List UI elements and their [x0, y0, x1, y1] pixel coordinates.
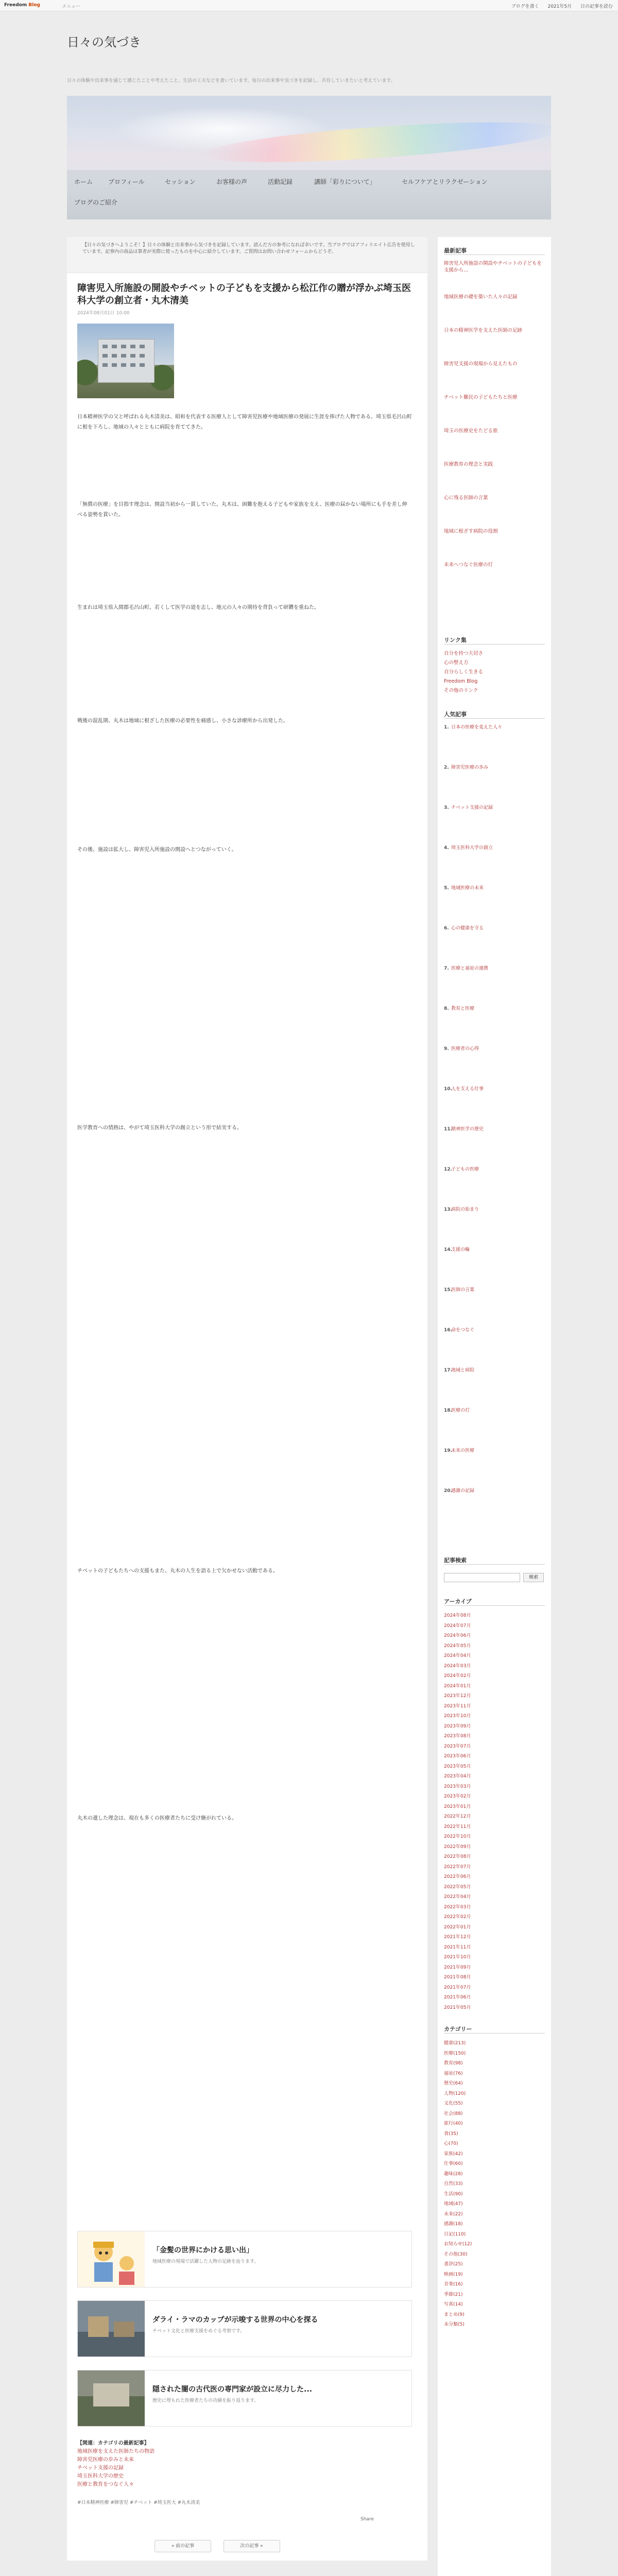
- archive-item[interactable]: 2023年04月: [444, 1774, 471, 1779]
- nav-home[interactable]: ホーム: [74, 178, 93, 185]
- category-heading: カテゴリー: [444, 2026, 472, 2032]
- post-paragraph: 日本精神医学の父と呼ばれる丸木清美は、昭和を代表する医療人として障害児医療や地域医療の発展に生涯を捧げた人物である。埼玉県毛呂山町に根を下ろし、地域の人々とともに病院を育ててきた。: [77, 414, 412, 430]
- archive-item[interactable]: 2024年08月: [444, 1613, 471, 1618]
- popular-item[interactable]: 2. 障害児医療の歩み: [444, 765, 489, 770]
- archive-item[interactable]: 2024年04月: [444, 1653, 471, 1658]
- pager: [154, 2540, 290, 2552]
- archive-item[interactable]: 2023年10月: [444, 1714, 471, 1719]
- archive-heading: アーカイブ: [444, 1598, 472, 1605]
- archive-item[interactable]: 2022年03月: [444, 1904, 471, 1910]
- topbar-right: [504, 3, 613, 9]
- archive-item[interactable]: 2022年12月: [444, 1814, 471, 1819]
- archive-item[interactable]: 2021年12月: [444, 1935, 471, 1940]
- category-item[interactable]: 医療(150): [444, 2050, 466, 2056]
- nav-selfcare[interactable]: セルフケアとリラクゼーション: [402, 178, 488, 185]
- category-item[interactable]: 感謝(18): [444, 2222, 463, 2227]
- category-item[interactable]: 映画(19): [444, 2272, 463, 2277]
- recent-item[interactable]: 障害児入所施設の開設やチベットの子どもを支援から…: [444, 261, 542, 273]
- related-card[interactable]: [77, 2231, 412, 2287]
- related-card-summary: 地域医療の現場で活躍した人物の足跡を辿ります。: [152, 2259, 259, 2264]
- popular-item[interactable]: 18.医療の灯: [444, 1408, 470, 1413]
- popular-item[interactable]: 19.未来の医療: [444, 1448, 475, 1453]
- global-nav: [67, 170, 551, 219]
- archive-item[interactable]: 2023年05月: [444, 1764, 471, 1769]
- category-item[interactable]: 仕事(60): [444, 2161, 463, 2166]
- recent-item[interactable]: 心に残る医師の言葉: [444, 495, 488, 501]
- recent-item[interactable]: 障害児支援の現場から見えたもの: [444, 361, 518, 367]
- archive-item[interactable]: 2022年06月: [444, 1874, 471, 1879]
- category-latest-heading: 【関連：カテゴリの最新記事】: [77, 2441, 149, 2446]
- popular-item[interactable]: 3. チベット支援の記録: [444, 805, 493, 810]
- search-input[interactable]: [444, 1573, 520, 1582]
- category-item[interactable]: 日記(110): [444, 2231, 466, 2237]
- search-button[interactable]: 検索: [523, 1573, 544, 1582]
- nav-voice[interactable]: お客様の声: [216, 178, 248, 185]
- archive-item[interactable]: 2023年07月: [444, 1743, 471, 1749]
- archive-item[interactable]: 2024年07月: [444, 1623, 471, 1629]
- write-blog-link[interactable]: ブログを書く: [511, 4, 539, 9]
- read-today-link[interactable]: 日の記事を読む: [580, 4, 613, 9]
- category-item[interactable]: お知らせ(12): [444, 2242, 472, 2247]
- archive-item[interactable]: 2022年07月: [444, 1864, 471, 1870]
- archive-item[interactable]: 2023年03月: [444, 1784, 471, 1789]
- post-date: 2024年08月01日 10:00: [77, 311, 130, 316]
- link-item[interactable]: その他のリンク: [444, 688, 478, 693]
- nav-lecturer[interactable]: 講師「彩りについて」: [314, 178, 376, 185]
- related-card-title: 隠された闇の古代医の専門家が設立に尽力した...: [152, 2385, 312, 2394]
- related-card-summary: チベット文化と医療支援をめぐる考察です。: [152, 2329, 245, 2334]
- archive-item[interactable]: 2022年01月: [444, 1924, 471, 1930]
- recent-item[interactable]: 埼玉の医療史をたどる旅: [444, 428, 498, 434]
- archive-item[interactable]: 2024年03月: [444, 1663, 471, 1669]
- category-item[interactable]: 社会(88): [444, 2111, 463, 2116]
- archive-item[interactable]: 2023年02月: [444, 1794, 471, 1799]
- popular-item[interactable]: 17.地域と病院: [444, 1368, 475, 1373]
- post-tags[interactable]: #日本精神医療 #障害児 #チベット #埼玉医大 #丸木清美: [77, 2500, 200, 2505]
- popular-item[interactable]: 20.感謝の記録: [444, 1488, 475, 1494]
- archive-item[interactable]: 2021年07月: [444, 1985, 471, 1990]
- cartoon-thumbnail: [78, 2231, 145, 2287]
- popular-item[interactable]: 13.病院の始まり: [444, 1207, 479, 1212]
- archive-item[interactable]: 2022年05月: [444, 1884, 471, 1890]
- category-latest-link[interactable]: チベット支援の記録: [77, 2465, 124, 2471]
- recent-item[interactable]: 日本の精神医学を支えた医師の足跡: [444, 328, 523, 333]
- category-item[interactable]: 人物(120): [444, 2091, 466, 2096]
- popular-heading: 人気記事: [444, 711, 467, 718]
- recent-heading: 最新記事: [444, 247, 467, 254]
- popular-item[interactable]: 8. 教育と医療: [444, 1006, 475, 1011]
- recent-item[interactable]: 地域医療の礎を築いた人々の記録: [444, 294, 518, 300]
- category-item[interactable]: 旅行(40): [444, 2121, 463, 2126]
- link-item[interactable]: 心の整え方: [444, 660, 469, 666]
- category-item[interactable]: 食(35): [444, 2131, 458, 2137]
- archive-item[interactable]: 2022年08月: [444, 1854, 471, 1859]
- archive-item[interactable]: 2021年08月: [444, 1975, 471, 1980]
- category-item[interactable]: 心(70): [444, 2141, 458, 2146]
- category-latest: [77, 2439, 412, 2489]
- search-heading: 記事検索: [444, 1557, 467, 1564]
- related-card[interactable]: [77, 2370, 412, 2427]
- popular-item[interactable]: 16.命をつなぐ: [444, 1328, 475, 1333]
- category-item[interactable]: 未分類(5): [444, 2322, 465, 2327]
- archive-item[interactable]: 2022年04月: [444, 1894, 471, 1900]
- site-title[interactable]: 日々の気づき: [67, 35, 141, 49]
- related-card-title: 「金髪の世界にかける思い出」: [152, 2246, 253, 2255]
- archive-item[interactable]: 2022年11月: [444, 1824, 471, 1829]
- category-item[interactable]: 地域(47): [444, 2201, 463, 2207]
- archive-item[interactable]: 2021年11月: [444, 1944, 471, 1950]
- post-title[interactable]: 障害児入所施設の開設やチベットの子どもを支援から松江作の贈が浮かぶ埼玉医科大学の創立者・丸木清美: [77, 283, 411, 306]
- recent-item[interactable]: 地域に根ざす病院の役割: [444, 529, 498, 534]
- link-item[interactable]: Freedom Blog: [444, 679, 478, 684]
- archive-item[interactable]: 2021年10月: [444, 1955, 471, 1960]
- post-paragraph: その後、施設は拡大し、障害児入所施設の開設へとつながっていく。: [77, 847, 237, 853]
- category-item[interactable]: 文化(55): [444, 2101, 463, 2106]
- popular-item[interactable]: 7. 医療と福祉の連携: [444, 966, 489, 971]
- category-item[interactable]: 歴史(64): [444, 2081, 463, 2086]
- related-card-title: ダライ・ラマのカップが示唆する世界の中心を探る: [152, 2316, 318, 2324]
- archive-item[interactable]: 2022年02月: [444, 1914, 471, 1920]
- popular-item[interactable]: 11.精神医学の歴史: [444, 1127, 484, 1132]
- archive-item[interactable]: 2024年06月: [444, 1633, 471, 1638]
- popular-item[interactable]: 15.医師の言葉: [444, 1287, 475, 1293]
- related-card[interactable]: [77, 2300, 412, 2357]
- post-paragraph: 生まれは埼玉県入間郡毛呂山町。若くして医学の道を志し、地元の人々の期待を背負って研鑽を重ねた。: [77, 605, 319, 611]
- category-item[interactable]: 写真(14): [444, 2302, 463, 2307]
- archive-item[interactable]: 2024年02月: [444, 1673, 471, 1679]
- popular-item[interactable]: 10.人を支える仕事: [444, 1087, 484, 1092]
- category-item[interactable]: 未来(22): [444, 2211, 463, 2217]
- blog-service-logo[interactable]: Freedom Blog: [4, 3, 40, 8]
- nav-profile[interactable]: プロフィール: [108, 178, 145, 185]
- popular-item[interactable]: 5. 地域医療の未来: [444, 886, 484, 891]
- category-latest-link[interactable]: 障害児医療の歩みと未来: [77, 2457, 134, 2463]
- archive-item[interactable]: 2021年05月: [444, 2005, 471, 2010]
- post-paragraph: 「無償の医療」を目指す理念は、開設当初から一貫していた。丸木は、困難を抱える子どもや家族を支え、医療の届かない場所にも手を差し伸べる姿勢を貫いた。: [77, 502, 407, 518]
- category-latest-link[interactable]: 医療と教育をつなぐ人々: [77, 2482, 134, 2487]
- next-post-button[interactable]: 次の記事 »: [224, 2540, 280, 2552]
- topbar-menu[interactable]: メニュー: [62, 4, 81, 9]
- archive-item[interactable]: 2022年09月: [444, 1844, 471, 1850]
- recent-item[interactable]: チベット難民の子どもたちと医療: [444, 395, 518, 400]
- nav-activity[interactable]: 活動記録: [268, 178, 293, 185]
- link-item[interactable]: 自分らしく生きる: [444, 669, 484, 675]
- links-heading: リンク集: [444, 637, 467, 643]
- popular-item[interactable]: 6. 心の健康を守る: [444, 926, 484, 931]
- archive-item[interactable]: 2023年06月: [444, 1754, 471, 1759]
- archive-item[interactable]: 2021年09月: [444, 1964, 471, 1970]
- main-column: [67, 237, 427, 2561]
- archive-item[interactable]: 2024年05月: [444, 1643, 471, 1649]
- popular-item[interactable]: 1. 日本の医療を変えた人々: [444, 725, 503, 730]
- prev-post-button[interactable]: « 前の記事: [154, 2540, 211, 2552]
- category-item[interactable]: 趣味(28): [444, 2171, 463, 2177]
- post-paragraph: 丸木の遺した理念は、現在も多くの医療者たちに受け継がれている。: [77, 1816, 237, 1821]
- top-bar: [0, 0, 618, 11]
- category-item[interactable]: 書評(25): [444, 2262, 463, 2267]
- topbar-date: 2021年5月: [547, 4, 572, 9]
- archive-item[interactable]: 2023年08月: [444, 1734, 471, 1739]
- post-paragraph: チベットの子どもたちへの支援もまた、丸木の人生を語る上で欠かせない活動である。: [77, 1568, 278, 1574]
- notice-text: 【日々の気づきへようこそ！】日々の体験と出来事から気づきを記録しています。読んだ方の参考になれば幸いです。当ブログではアフィリエイト広告を使用しています。記事内の商品は筆者が実際に使ったものを中心に紹介しています。ご質問はお問い合わせフォームからどうぞ。: [82, 243, 415, 255]
- archive-item[interactable]: 2023年09月: [444, 1723, 471, 1729]
- category-item[interactable]: 家族(42): [444, 2151, 463, 2157]
- site-description: 日々の体験や出来事を通じて感じたことや考えたこと、生活の工夫などを書いています。毎日の出来事や気づきを記録し、共有していきたいと考えています。: [67, 78, 396, 83]
- category-item[interactable]: 健康(213): [444, 2041, 466, 2046]
- category-item[interactable]: 自然(33): [444, 2181, 463, 2187]
- recent-item[interactable]: 医療教育の理念と実践: [444, 462, 493, 467]
- category-item[interactable]: 生活(90): [444, 2191, 463, 2197]
- nav-blog-intro[interactable]: ブログのご紹介: [74, 199, 118, 206]
- post-image: [77, 324, 174, 398]
- link-item[interactable]: 自分を持つ大切さ: [444, 651, 484, 656]
- category-latest-link[interactable]: 地域医療を支えた医師たちの物語: [77, 2449, 154, 2454]
- share-button[interactable]: Share: [360, 2517, 374, 2522]
- archive-item[interactable]: 2023年11月: [444, 1703, 471, 1709]
- photo-thumbnail: [78, 2370, 145, 2426]
- archive-item[interactable]: 2022年10月: [444, 1834, 471, 1839]
- category-item[interactable]: まとめ(9): [444, 2312, 465, 2317]
- popular-item[interactable]: 4. 埼玉医科大学の創立: [444, 845, 493, 851]
- related-card-summary: 歴史に埋もれた医療者たちの功績を振り返ります。: [152, 2398, 259, 2403]
- archive-item[interactable]: 2023年01月: [444, 1804, 471, 1809]
- post-paragraph: 医学教育への情熱は、やがて埼玉医科大学の創立という形で結実する。: [77, 1125, 242, 1131]
- archive-item[interactable]: 2024年01月: [444, 1683, 471, 1689]
- archive-item[interactable]: 2021年06月: [444, 1995, 471, 2000]
- category-latest-link[interactable]: 埼玉医科大学の歴史: [77, 2473, 124, 2479]
- category-item[interactable]: 教育(98): [444, 2061, 463, 2066]
- popular-item[interactable]: 12.子どもの医療: [444, 1167, 479, 1172]
- category-item[interactable]: 音楽(16): [444, 2282, 463, 2287]
- photo-thumbnail: [78, 2301, 145, 2357]
- archive-item[interactable]: 2023年12月: [444, 1693, 471, 1699]
- popular-item[interactable]: 9. 医療者の心得: [444, 1046, 479, 1052]
- category-item[interactable]: 福祉(76): [444, 2071, 463, 2076]
- category-item[interactable]: 季節(21): [444, 2292, 463, 2297]
- recent-item[interactable]: 未来へつなぐ医療の灯: [444, 562, 493, 568]
- category-item[interactable]: その他(30): [444, 2251, 468, 2257]
- popular-item[interactable]: 14.支援の輪: [444, 1247, 470, 1252]
- nav-session[interactable]: セッション: [165, 178, 196, 185]
- notice-box: [67, 237, 427, 273]
- post-paragraph: 戦後の混乱期、丸木は地域に根ざした医療の必要性を痛感し、小さな診療所から出発した。: [77, 718, 288, 724]
